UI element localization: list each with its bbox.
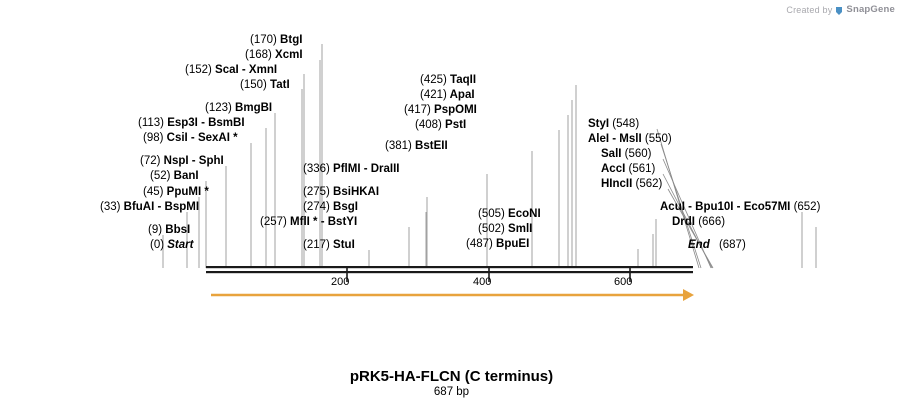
site-label-stui[interactable]: (217) StuI [303, 239, 355, 251]
ruler-tick-400: 400 [473, 276, 492, 288]
site-label-acci[interactable]: AccI (561) [601, 163, 656, 175]
site-label-bani[interactable]: (52) BanI [150, 170, 199, 182]
end-marker [688, 239, 746, 251]
site-label-csii[interactable]: (98) CsiI - SexAI * [143, 132, 238, 144]
site-label-pspomi[interactable]: (417) PspOMI [404, 104, 477, 116]
site-label-bsteii[interactable]: (381) BstEII [385, 140, 448, 152]
credit-brand: SnapGene [846, 4, 895, 15]
ruler-tick-200: 200 [331, 276, 350, 288]
credit-prefix: Created by [786, 4, 833, 15]
site-label-scai[interactable]: (152) ScaI - XmnI [185, 64, 278, 76]
site-label-alei[interactable]: AleI - MslI (550) [588, 133, 672, 145]
site-label-taqii[interactable]: (425) TaqII [420, 74, 477, 86]
site-label-bsgi[interactable]: (274) BsgI [303, 201, 358, 213]
site-label-psti[interactable]: (408) PstI [415, 119, 467, 131]
end-label: End [688, 239, 710, 251]
site-label-bmgbi[interactable]: (123) BmgBI [205, 102, 273, 114]
end-position: (687) [718, 239, 746, 251]
orf-arrow [211, 289, 694, 301]
site-label-tati[interactable]: (150) TatI [240, 79, 290, 91]
site-label-sali[interactable]: SalI (560) [601, 148, 652, 160]
start-label: Start [167, 239, 194, 251]
site-label-styi[interactable]: StyI (548) [588, 118, 640, 130]
site-label-econi[interactable]: (505) EcoNI [478, 208, 541, 220]
site-label-bsihkai[interactable]: (275) BsiHKAI [303, 186, 380, 198]
ruler-tick-600: 600 [614, 276, 633, 288]
plasmid-length: 687 bp [433, 386, 470, 398]
site-label-nspi[interactable]: (72) NspI - SphI [140, 155, 224, 167]
start-position: (0) [150, 239, 165, 251]
site-label-apai[interactable]: (421) ApaI [420, 89, 475, 101]
page-title: pRK5-HA-FLCN (C terminus) [349, 368, 554, 385]
site-label-smli[interactable]: (502) SmlI [478, 223, 533, 235]
site-label-bbsi[interactable]: (9) BbsI [148, 224, 191, 236]
site-label-btgi[interactable]: (170) BtgI [250, 34, 303, 46]
site-label-hincii[interactable]: HIncII (562) [601, 178, 663, 190]
site-label-pflmi[interactable]: (336) PflMI - DraIII [303, 163, 400, 175]
site-label-bfuai[interactable]: (33) BfuAI - BspMI [100, 201, 200, 213]
backbone [206, 266, 693, 273]
site-label-xcmi[interactable]: (168) XcmI [245, 49, 303, 61]
site-label-mfli[interactable]: (257) MflI * - BstYI [260, 216, 358, 228]
site-label-ppumi[interactable]: (45) PpuMI * [143, 186, 209, 198]
site-label-acui[interactable]: AcuI - Bpu10I - Eco57MI (652) [660, 201, 821, 213]
site-label-bpuei[interactable]: (487) BpuEI [466, 238, 530, 250]
start-marker [150, 239, 193, 251]
site-label-drdi[interactable]: DrdI (666) [672, 216, 726, 228]
site-label-esp3i[interactable]: (113) Esp3I - BsmBI [138, 117, 245, 129]
